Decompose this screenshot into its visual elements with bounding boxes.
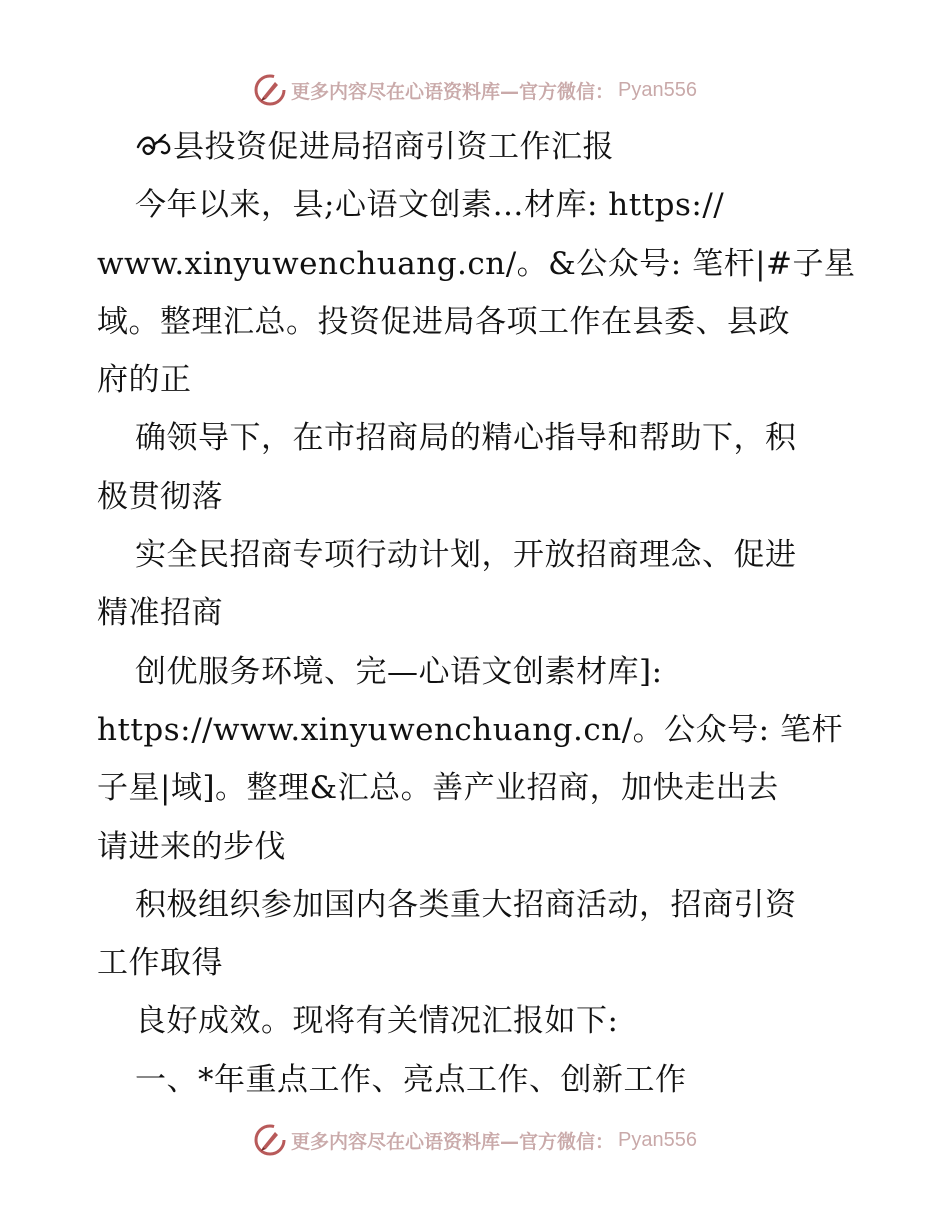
body-line-11: 子星|域]。整理&汇总。善产业招商，加快走出去: [97, 770, 779, 807]
body-line-8: 精准招商: [97, 595, 223, 632]
body-line-9: 创优服务环境、完—心语文创素材库]:: [135, 653, 663, 690]
banner-wechat-id: Pyan556: [618, 78, 697, 101]
body-line-15: 良好成效。现将有关情况汇报如下:: [135, 1003, 619, 1040]
document-title: [97, 118, 857, 176]
body-line-2: www.xinyuwenchuang.cn/。&公众号: 笔杆|#子星: [97, 245, 856, 282]
body-line-7: 实全民招商专项行动计划，开放招商理念、促进: [135, 537, 797, 574]
body-line-1: 今年以来，县;心语文创素…材库: https://: [135, 187, 725, 224]
body-line-12: 请进来的步伐: [97, 828, 286, 865]
body-line-5: 确领导下，在市招商局的精心指导和帮助下，积: [135, 420, 797, 457]
section-heading-1: 一、*年重点工作、亮点工作、创新工作: [135, 1061, 687, 1098]
pen-nib-logo-icon: [253, 1123, 287, 1157]
pen-nib-logo-icon: [253, 73, 287, 107]
document-body: [97, 118, 857, 1109]
banner-wechat-id: Pyan556: [618, 1128, 697, 1151]
body-line-6: 极贯彻落: [97, 478, 223, 515]
banner-text: 更多内容尽在心语资料库—官方微信：: [291, 80, 615, 103]
body-line-13: 积极组织参加国内各类重大招商活动，招商引资: [135, 886, 797, 923]
body-line-10: https://www.xinyuwenchuang.cn/。公众号: 笔杆: [97, 711, 843, 748]
body-line-4: 府的正: [97, 362, 192, 399]
decorative-flourish-icon: [135, 131, 173, 161]
body-line-3: 域。整理汇总。投资促进局各项工作在县委、县政: [97, 303, 790, 340]
header-banner: [0, 70, 950, 110]
banner-text: 更多内容尽在心语资料库—官方微信：: [291, 1130, 615, 1153]
footer-banner: [0, 1120, 950, 1160]
body-line-14: 工作取得: [97, 945, 223, 982]
document-title-text: 县投资促进局招商引资工作汇报: [173, 129, 614, 165]
